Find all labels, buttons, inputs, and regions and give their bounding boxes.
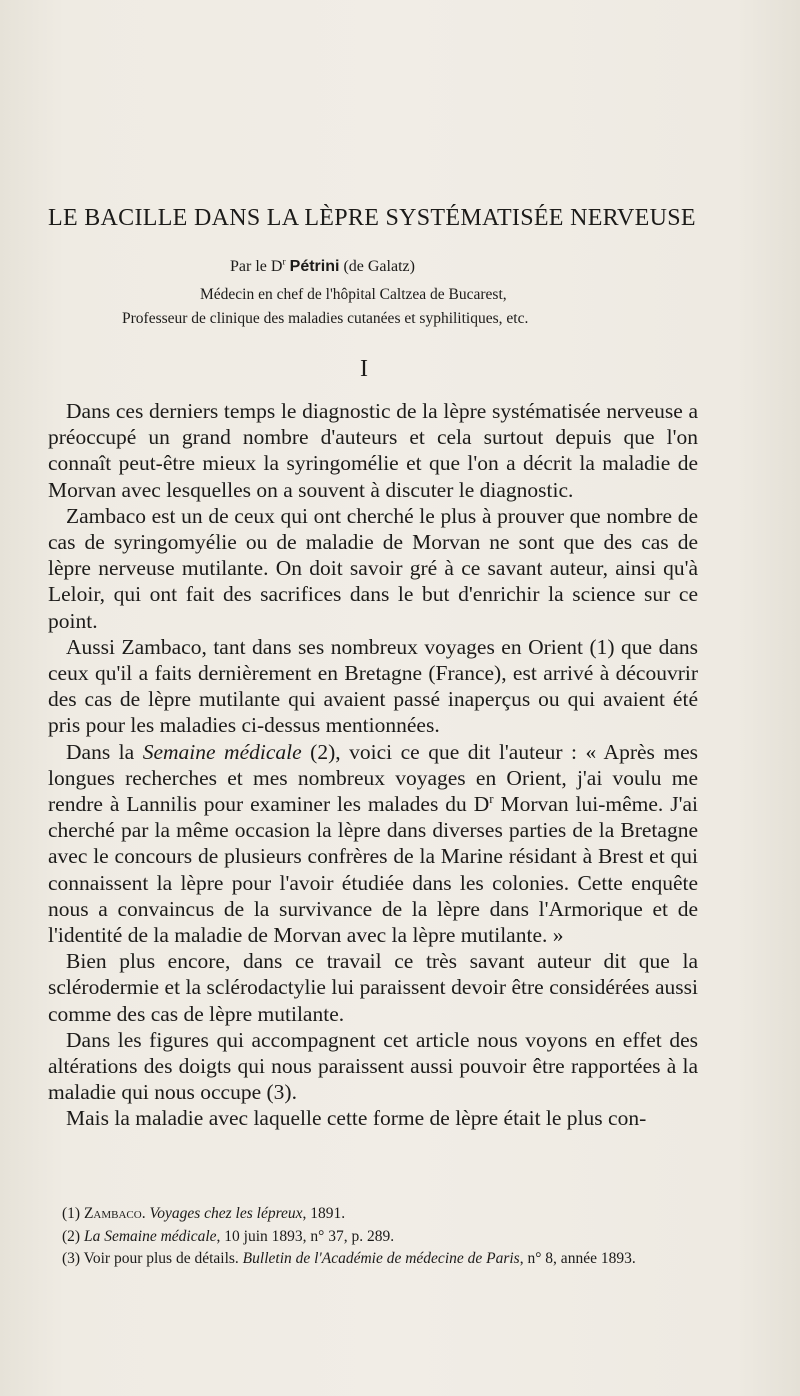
author-affiliation-1: Médecin en chef de l'hôpital Caltzea de Bucarest, xyxy=(200,286,507,303)
footnote-3-number: (3) Voir pour plus de détails. xyxy=(62,1250,243,1267)
paragraph-1: Dans ces derniers temps le diagnostic de la lèpre systématisée nerveuse a préoccupé un grand nombre d'auteurs et cela surtout depuis que l'on connaît peut-être mieux la syringomélie et que l'on a décrit la maladie de Morvan avec lesquelles on a souvent à discuter le diagnostic. xyxy=(48,399,698,502)
paragraph-3: Aussi Zambaco, tant dans ses nombreux voyages en Orient (1) que dans ceux qu'il a faits dernièrement en Bretagne (France), est arrivé à découvrir des cas de lèpre mutilante qui avaient passé inaperçus ou qui avaient été pris pour les maladies ci-dessus mentionnées. xyxy=(48,634,698,738)
footnote-1-number: (1) xyxy=(62,1205,84,1222)
section-number: I xyxy=(360,356,368,382)
byline-prefix: Par le D xyxy=(230,258,283,275)
footnote-1-rest: , 1891. xyxy=(302,1205,346,1222)
paragraph-4-start: Dans la xyxy=(66,739,143,764)
author-name: Pétrini xyxy=(289,258,340,275)
article-body xyxy=(48,398,698,1132)
footnote-1-title: Voyages chez les lépreux xyxy=(149,1205,303,1222)
article-title: LE BACILLE DANS LA LÈPRE SYSTÉMATISÉE NERVEUSE xyxy=(48,205,696,231)
footnotes xyxy=(46,1203,698,1271)
paragraph-4-middle: (2), voici ce que dit l'auteur : « Après mes longues recherches et mes nombreux voyages en Orient, j'ai voulu me rendre à Lannilis pour examiner les malades du D xyxy=(48,739,699,817)
byline-suffix: (de Galatz) xyxy=(343,258,415,275)
footnote-2-number: (2) xyxy=(62,1227,84,1245)
paragraph-2: Zambaco est un de ceux qui ont cherché le plus à prouver que nombre de cas de syringomyélie ou de maladie de Morvan ne sont que des cas de lèpre nerveuse mutilante. On doit savoir gré à ce savant auteur, ainsi qu'à Leloir, qui ont fait des sacrifices dans le but d'enrichir la science sur ce point. xyxy=(48,503,698,633)
footnote-2 xyxy=(46,1226,698,1249)
footnote-3-title: Bulletin de l'Académie de médecine de Paris xyxy=(242,1250,520,1267)
footnote-1 xyxy=(46,1203,698,1226)
paragraph-7: Mais la maladie avec laquelle cette forme de lèpre était le plus con- xyxy=(66,1106,647,1131)
footnote-1-separator: . xyxy=(141,1205,150,1222)
paragraph-4 xyxy=(48,739,698,949)
footnote-2-rest: , 10 juin 1893, n° 37, p. 289. xyxy=(216,1227,395,1245)
footnote-3 xyxy=(46,1248,698,1271)
journal-title-italic: Semaine médicale xyxy=(142,739,302,764)
footnote-2-title: La Semaine médicale xyxy=(83,1227,217,1245)
footnote-1-author: Zambaco xyxy=(83,1205,142,1222)
paragraph-4-sup: r xyxy=(489,791,494,806)
author-byline xyxy=(230,258,630,276)
footnote-3-rest: , n° 8, année 1893. xyxy=(519,1250,636,1267)
byline-sup: r xyxy=(282,256,286,268)
paragraph-6: Dans les figures qui accompagnent cet article nous voyons en effet des altérations des doigts qui nous paraissent aussi pouvoir être rapportées à la maladie qui nous occupe (3). xyxy=(48,1027,698,1105)
author-affiliation-2: Professeur de clinique des maladies cutanées et syphilitiques, etc. xyxy=(122,310,529,327)
paragraph-5: Bien plus encore, dans ce travail ce très savant auteur dit que la sclérodermie et la sclérodactylie lui paraissent devoir être considérées aussi comme des cas de lèpre mutilante. xyxy=(48,949,698,1026)
paragraph-4-end: Morvan lui-même. J'ai cherché par la même occasion la lèpre dans diverses parties de la Bretagne avec le concours de plusieurs confrères de la Marine résidant à Brest et qui connaissent la lèpre pour l'avoir étudiée dans les colonies. Cette enquête nous a convaincus de la survivance de la lèpre dans l'Armorique et de l'identité de la maladie de Morvan avec la lèpre mutilante. » xyxy=(48,792,699,948)
